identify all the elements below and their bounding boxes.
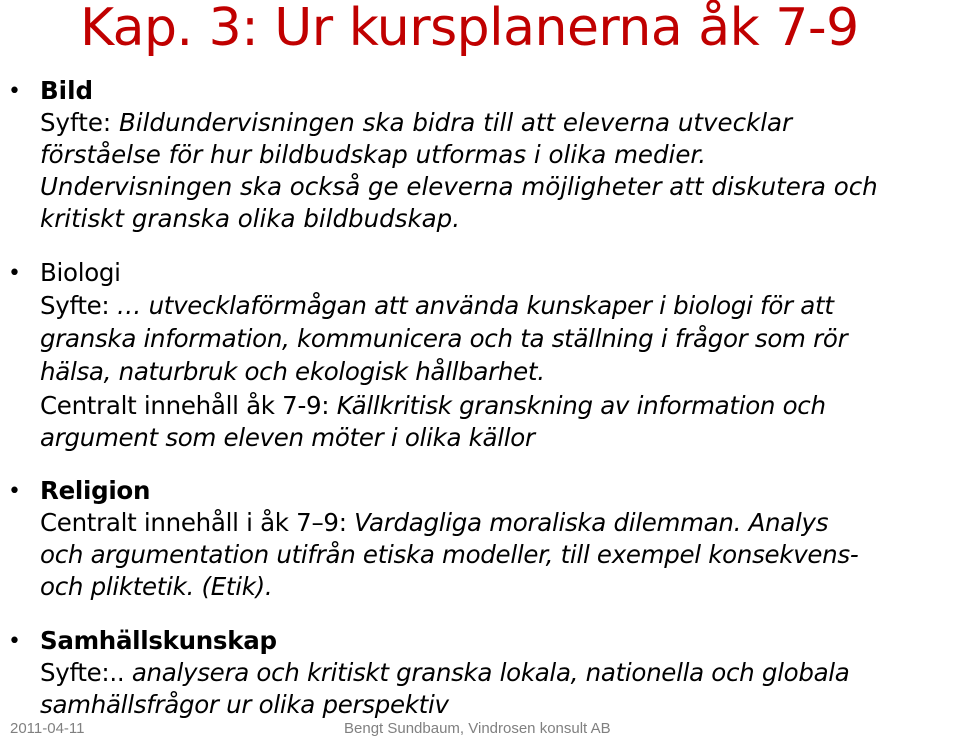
- line-text: Källkritisk granskning av information och: [336, 391, 826, 420]
- section-line: granska information, kommunicera och ta ställning i frågor som rör: [40, 324, 848, 353]
- section-heading: Biologi: [40, 258, 121, 287]
- line-label: Syfte:: [40, 291, 117, 320]
- line-label: Syfte:: [40, 108, 119, 137]
- section-line: [40, 390, 826, 421]
- bullet-icon: •: [8, 629, 21, 654]
- line-text: analysera och kritiskt granska lokala, nationella och globala: [131, 658, 850, 687]
- footer-date: 2011-04-11: [10, 720, 85, 737]
- section-line: Undervisningen ska också ge eleverna möjligheter att diskutera och: [40, 172, 878, 201]
- section-line: [40, 107, 792, 138]
- section-line: samhällsfrågor ur olika perspektiv: [40, 690, 449, 719]
- section-heading: Bild: [40, 76, 94, 105]
- section-line: [40, 507, 828, 538]
- section-line: hälsa, naturbruk och ekologisk hållbarhet.: [40, 357, 545, 386]
- bullet-icon: •: [8, 79, 21, 104]
- section-line: kritiskt granska olika bildbudskap.: [40, 204, 460, 233]
- section-heading: Religion: [40, 476, 151, 505]
- line-text: Vardagliga moraliska dilemman. Analys: [354, 508, 829, 537]
- slide-title: Kap. 3: Ur kursplanerna åk 7-9: [80, 0, 859, 58]
- section-line: argument som eleven möter i olika källor: [40, 423, 535, 452]
- section-line: [40, 657, 850, 688]
- bullet-icon: •: [8, 479, 21, 504]
- section-line: förståelse för hur bildbudskap utformas i olika medier.: [40, 140, 707, 169]
- section-line: och argumentation utifrån etiska modeller, till exempel konsekvens-: [40, 540, 859, 569]
- section-heading: Samhällskunskap: [40, 626, 277, 655]
- line-label: Centralt innehåll i åk 7–9:: [40, 508, 355, 537]
- line-label: Centralt innehåll åk 7-9:: [40, 391, 337, 420]
- section-line: [40, 290, 834, 321]
- line-text: Bildundervisningen ska bidra till att eleverna utvecklar: [118, 108, 793, 137]
- section-line: och pliktetik. (Etik).: [40, 572, 273, 601]
- line-text: … utvecklaförmågan att använda kunskaper i biologi för att: [116, 291, 834, 320]
- bullet-icon: •: [8, 261, 21, 286]
- line-label: Syfte:..: [40, 658, 132, 687]
- footer-author: Bengt Sundbaum, Vindrosen konsult AB: [344, 720, 611, 737]
